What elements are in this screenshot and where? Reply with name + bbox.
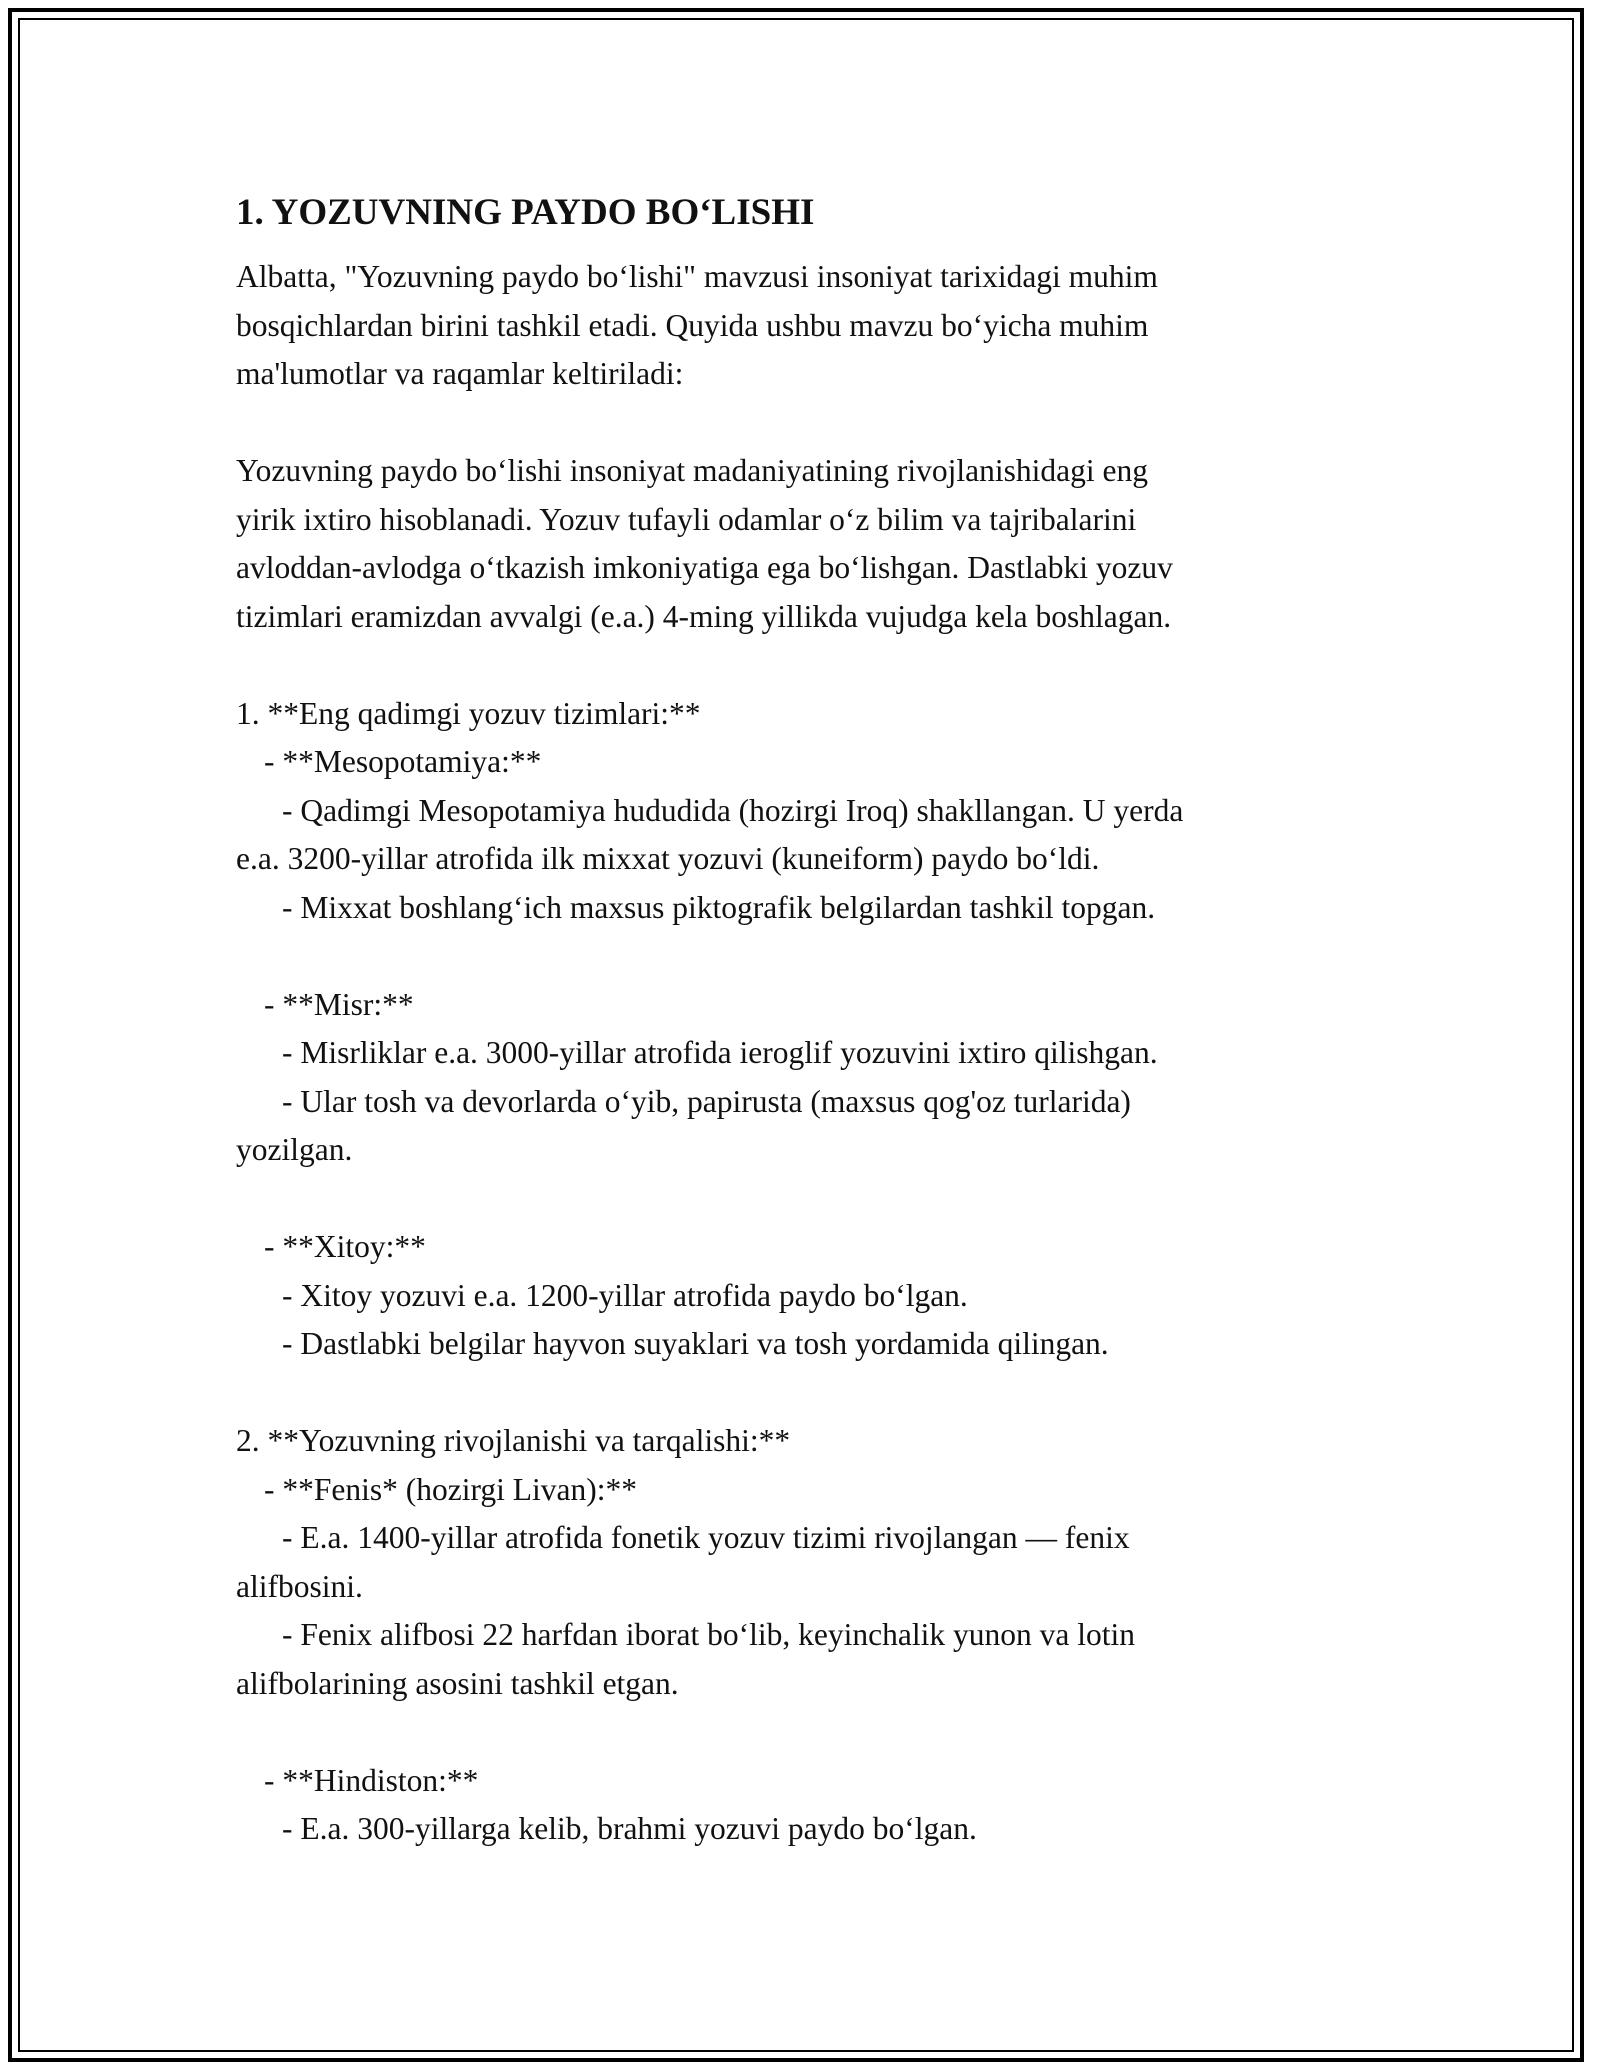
text-line: Albatta, "Yozuvning paydo bo‘lishi" mavzusi insoniyat tarixidagi muhim [236,259,1158,294]
blank-line [236,399,1386,448]
blank-line [236,1369,1386,1418]
document-title: 1. YOZUVNING PAYDO BO‘LISHI [236,192,815,233]
document-body [236,253,1386,1854]
text-line: - Mixxat boshlang‘ich maxsus piktografik belgilardan tashkil topgan. [282,889,1156,925]
text-line: - Xitoy yozuvi e.a. 1200-yillar atrofida paydo bo‘lgan. [282,1277,968,1313]
text-line: - Misrliklar e.a. 3000-yillar atrofida ieroglif yozuvini ixtiro qilishgan. [282,1035,1158,1070]
text-line: 2. **Yozuvning rivojlanishi va tarqalishi:** [236,1423,791,1458]
text-line: tizimlari eramizdan avvalgi (e.a.) 4-ming yillikda vujudga kela boshlagan. [236,598,1172,634]
text-line: - Ular tosh va devorlarda o‘yib, papirusta (maxsus qog'oz turlarida) [282,1083,1131,1119]
text-line: - Qadimgi Mesopotamiya hududida (hozirgi Iroq) shakllangan. U yerda [282,792,1184,828]
text-line: - **Misr:** [264,986,414,1022]
text-line: - **Hindiston:** [264,1762,479,1798]
text-line: - Dastlabki belgilar hayvon suyaklari va tosh yordamida qilingan. [282,1326,1109,1361]
text-line: - **Xitoy:** [264,1229,426,1264]
document-page [236,187,1386,1854]
text-line: bosqichlardan birini tashkil etadi. Quyida ushbu mavzu bo‘yicha muhim [236,307,1149,343]
text-line: - E.a. 300-yillarga kelib, brahmi yozuvi paydo bo‘lgan. [282,1811,977,1846]
blank-line [236,1708,1386,1757]
text-line: e.a. 3200-yillar atrofida ilk mixxat yozuvi (kuneiform) paydo bo‘ldi. [236,841,1100,876]
text-line: avloddan-avlodga o‘tkazish imkoniyatiga ega bo‘lishgan. Dastlabki yozuv [236,550,1173,585]
text-line: Yozuvning paydo bo‘lishi insoniyat madaniyatining rivojlanishidagi eng [236,453,1148,488]
text-line: 1. **Eng qadimgi yozuv tizimlari:** [236,695,701,731]
text-line: - E.a. 1400-yillar atrofida fonetik yozuv tizimi rivojlangan — fenix [282,1520,1130,1555]
text-line: - **Fenis* (hozirgi Livan):** [264,1471,637,1507]
blank-line [236,932,1386,981]
blank-line [236,1175,1386,1224]
text-line: ma'lumotlar va raqamlar keltiriladi: [236,356,684,391]
text-line: - **Mesopotamiya:** [264,744,542,779]
text-line: alifbosini. [236,1568,363,1604]
text-line: - Fenix alifbosi 22 harfdan iborat bo‘lib, keyinchalik yunon va lotin [282,1617,1135,1652]
blank-line [236,641,1386,690]
text-line: yirik ixtiro hisoblanadi. Yozuv tufayli odamlar o‘z bilim va tajribalarini [236,501,1137,537]
text-line: yozilgan. [236,1132,353,1167]
text-line: alifbolarining asosini tashkil etgan. [236,1665,679,1701]
